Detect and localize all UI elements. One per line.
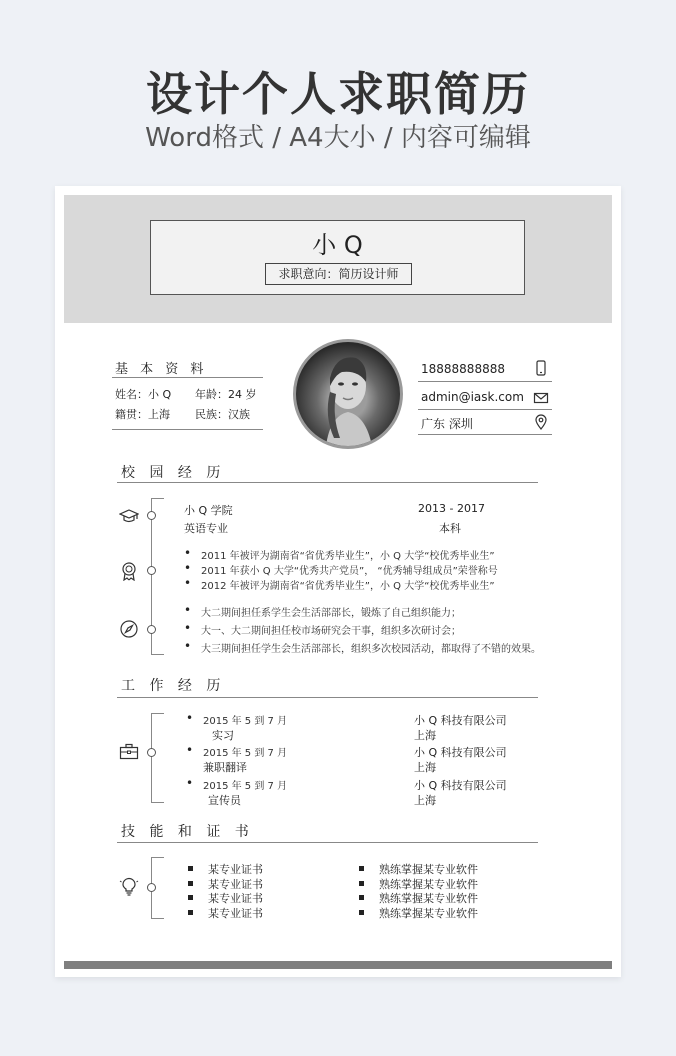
activity-item: • 大二期间担任系学生会生活部部长，锻炼了自己组织能力； [201, 604, 461, 619]
phone-icon [533, 360, 549, 376]
work-company: 小 Q 科技有限公司 [414, 714, 507, 727]
work-city: 上海 [414, 794, 436, 807]
location-pin-icon [533, 414, 549, 430]
divider [418, 381, 552, 382]
work-role: 实习 [212, 729, 234, 742]
software-item: 熟练掌握某专业软件 [379, 892, 478, 905]
basic-origin: 籍贯：上海 [115, 408, 170, 421]
divider [418, 409, 552, 410]
divider [418, 434, 552, 435]
school-years: 2013 - 2017 [418, 502, 485, 515]
basic-age: 年龄：24 岁 [195, 388, 257, 401]
honor-item: • 2011 年被评为湖南省“省优秀毕业生”，小 Q 大学“校优秀毕业生” [201, 547, 495, 562]
cert-item: 某专业证书 [208, 878, 263, 891]
contact-address: 广东 深圳 [421, 417, 473, 431]
timeline-dot [147, 748, 156, 757]
work-date: • 2015 年 5 到 7 月 [203, 777, 287, 792]
divider [112, 429, 263, 430]
name-box [150, 220, 525, 295]
compass-icon [119, 619, 139, 639]
timeline-tick [151, 918, 164, 919]
school-name: 小 Q 学院 [184, 504, 233, 517]
work-company: 小 Q 科技有限公司 [414, 746, 507, 759]
work-date: • 2015 年 5 到 7 月 [203, 744, 287, 759]
school-major: 英语专业 [184, 522, 228, 535]
work-role: 兼职翻译 [203, 761, 247, 774]
timeline-tick [151, 498, 164, 499]
timeline-tick [151, 713, 164, 714]
basic-info-title: 基 本 资 料 [115, 362, 208, 377]
section-divider [117, 697, 538, 698]
work-date: • 2015 年 5 到 7 月 [203, 712, 287, 727]
work-company: 小 Q 科技有限公司 [414, 779, 507, 792]
work-city: 上海 [414, 761, 436, 774]
cert-item: 某专业证书 [208, 863, 263, 876]
section-divider [117, 482, 538, 483]
software-item: 熟练掌握某专业软件 [379, 878, 478, 891]
timeline-dot [147, 511, 156, 520]
cert-item: 某专业证书 [208, 892, 263, 905]
timeline-dot [147, 625, 156, 634]
timeline-dot [147, 566, 156, 575]
education-title: 校 园 经 历 [121, 465, 226, 481]
resume-name: 小 Q [312, 231, 363, 259]
contact-phone: 18888888888 [421, 362, 505, 376]
award-medal-icon [119, 561, 139, 581]
mail-icon [533, 390, 549, 406]
skills-title: 技 能 和 证 书 [121, 824, 254, 840]
cert-item: 某专业证书 [208, 907, 263, 920]
activity-item: • 大一、大二期间担任校市场研究会干事，组织多次研讨会； [201, 622, 461, 637]
work-city: 上海 [414, 729, 436, 742]
banner-title: 设计个人求职简历 [146, 67, 530, 121]
software-item: 熟练掌握某专业软件 [379, 907, 478, 920]
contact-email: admin@iask.com [421, 390, 524, 404]
software-item: 熟练掌握某专业软件 [379, 863, 478, 876]
work-title: 工 作 经 历 [121, 678, 226, 694]
timeline-tick [151, 802, 164, 803]
activity-item: • 大三期间担任学生会生活部部长，组织多次校园活动，都取得了不错的效果。 [201, 640, 541, 655]
profile-photo [293, 339, 403, 449]
timeline-tick [151, 654, 164, 655]
basic-ethnicity: 民族：汉族 [195, 408, 250, 421]
school-degree: 本科 [439, 522, 461, 535]
basic-name: 姓名：小 Q [115, 388, 172, 401]
resume-sheet [55, 186, 621, 977]
graduation-cap-icon [119, 506, 139, 526]
timeline-tick [151, 857, 164, 858]
timeline-dot [147, 883, 156, 892]
briefcase-icon [119, 742, 139, 762]
section-divider [117, 842, 538, 843]
lightbulb-icon [119, 877, 139, 897]
divider [112, 377, 263, 378]
footer-bar [64, 961, 612, 969]
honor-item: • 2012 年被评为湖南省“省优秀毕业生”，小 Q 大学“校优秀毕业生” [201, 577, 495, 592]
banner-subtitle: Word格式 / A4大小 / 内容可编辑 [145, 123, 531, 153]
work-role: 宣传员 [208, 794, 241, 807]
job-intent: 求职意向：简历设计师 [265, 263, 412, 285]
honor-item: • 2011 年获小 Q 大学“优秀共产党员”， “优秀辅导组成员”荣誉称号 [201, 562, 498, 577]
timeline-line [151, 713, 152, 802]
